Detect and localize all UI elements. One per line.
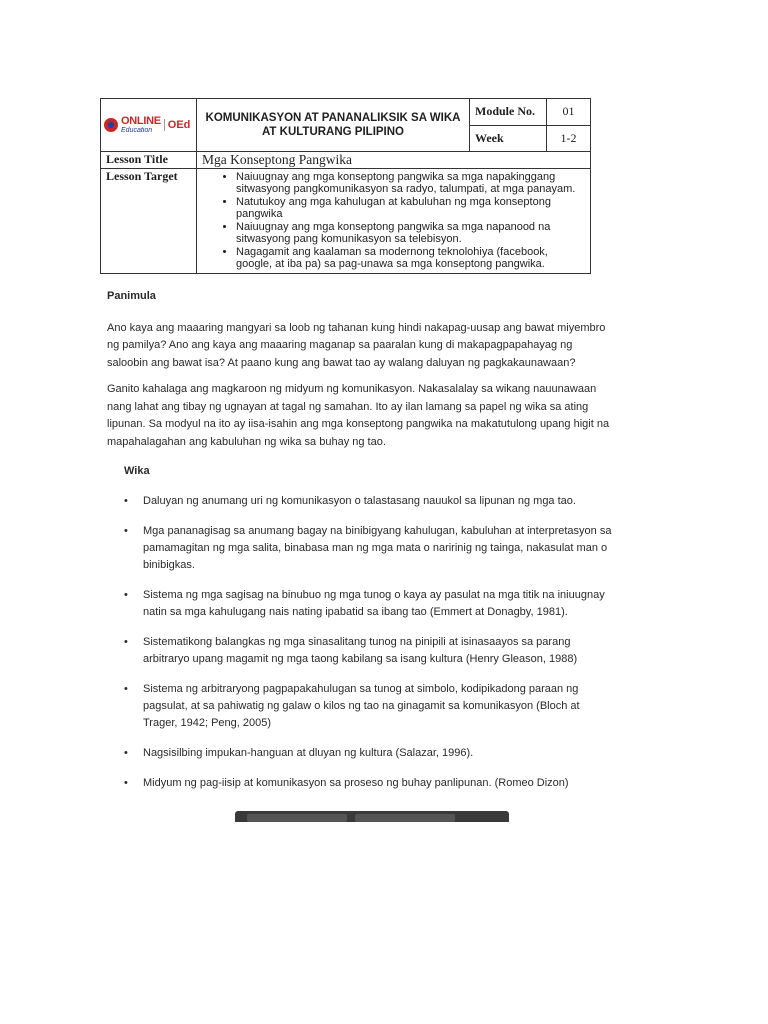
lesson-target-item: • Naiuugnay ang mga konseptong pangwika sa mga napakinggang sitwasyong pangkomunikasyon sa radyo, talumpati, at mga panayam. — [236, 171, 585, 195]
wika-definition-item: • Mga pananagisag sa anumang bagay na binibigyang kahulugan, kabuluhan at interpretasyon sa pamamagitan ng mga salita, binabasa man ng mga mata o naririnig ng tainga, nakasulat man o binibigkas. — [124, 523, 613, 574]
lesson-target-item: • Natutukoy ang mga kahulugan at kabuluhan ng mga konseptong pangwika — [236, 196, 585, 220]
toolbar-button[interactable] — [247, 814, 347, 822]
online-education-logo — [104, 116, 193, 134]
panimula-paragraph: Ganito kahalaga ang magkaroon ng midyum ng komunikasyon. Nakasalalay sa wikang nauunawaan nang lahat ang tibay ng ugnayan at tagal ng samahan. Ito ay ilan lamang sa papel ng wika sa ating lipunan. Sa modyul na ito ay iisa-isahin ang mga konseptong pangwika na makatutulong upang higit na mapahalagahan ang kabuluhan ng wika sa buhay ng tao. — [107, 383, 610, 448]
wika-definition-item: • Nagsisilbing impukan-hanguan at dluyan ng kultura (Salazar, 1996). — [124, 745, 613, 762]
wika-definition-item: • Sistema ng mga sagisag na binubuo ng mga tunog o kaya ay pasulat na mga titik na iniuugnay natin sa mga kahulugang nais nating ipabatid sa ibang tao (Emmert at Donagby, 1981). — [124, 587, 613, 621]
week-label: Week — [470, 125, 547, 152]
wika-definition-item: • Sistema ng arbitraryong pagpapakahulugan sa tunog at simbolo, kodipikadong paraan ng pagsulat, at sa pahiwatig ng galaw o kilos ng tao na ginagamit sa komunikasyon (Bloch at Trager, 1942; Peng, 2005) — [124, 681, 613, 732]
module-body — [107, 288, 613, 805]
lesson-target-item: • Nagagamit ang kaalaman sa modernong teknolohiya (facebook, google, at iba pa) sa pag-unawa sa mga konseptong pangwika. — [236, 246, 585, 270]
lesson-title-label: Lesson Title — [101, 152, 197, 169]
lesson-target-item: • Naiuugnay ang mga konseptong pangwika sa mga napanood na sitwasyong pang komunikasyon sa telebisyon. — [236, 221, 585, 245]
course-title: KOMUNIKASYON AT PANANALIKSIK SA WIKA AT KULTURANG PILIPINO — [197, 99, 470, 152]
wika-definition-list — [107, 493, 613, 792]
lesson-target-label: Lesson Target — [101, 169, 197, 274]
wika-definition-item: • Sistematikong balangkas ng mga sinasalitang tunog na pinipili at isinasaayos sa parang arbitraryo upang magamit ng mga taong kabilang sa isang kultura (Henry Gleason, 1988) — [124, 634, 613, 668]
viewer-toolbar — [235, 811, 509, 822]
module-label: Module No. — [470, 99, 547, 126]
lesson-title-value: Mga Konseptong Pangwika — [197, 152, 591, 169]
wika-definition-item: • Daluyan ng anumang uri ng komunikasyon o talastasang nauukol sa lipunan ng mga tao. — [124, 493, 613, 510]
logo-emblem-icon — [104, 118, 118, 132]
logo-oed-text: OEd — [164, 119, 191, 131]
toolbar-button[interactable] — [355, 814, 455, 822]
lesson-target-list — [202, 169, 585, 273]
logo-education-text: Education — [121, 127, 153, 134]
logo-cell — [101, 99, 197, 152]
panimula-heading: Panimula — [107, 290, 156, 302]
lesson-target-cell — [197, 169, 591, 274]
wika-heading: Wika — [124, 465, 150, 477]
panimula-paragraph: Ano kaya ang maaaring mangyari sa loob ng tahanan kung hindi nakapag-uusap ang bawat miyembro ng pamilya? Ano ang kaya ang maaaring maganap sa paaralan kung di makapagpapahayag ng saloobin ang bawat isa? At paano kung ang bawat tao ay walang daluyan ng pagkakaunawaan? — [107, 321, 606, 369]
logo-online-text: ONLINE — [121, 115, 161, 127]
module-value: 01 — [547, 99, 591, 126]
week-value: 1-2 — [547, 125, 591, 152]
wika-definition-item: • Midyum ng pag-iisip at komunikasyon sa proseso ng buhay panlipunan. (Romeo Dizon) — [124, 775, 613, 792]
module-header-table — [100, 98, 591, 274]
